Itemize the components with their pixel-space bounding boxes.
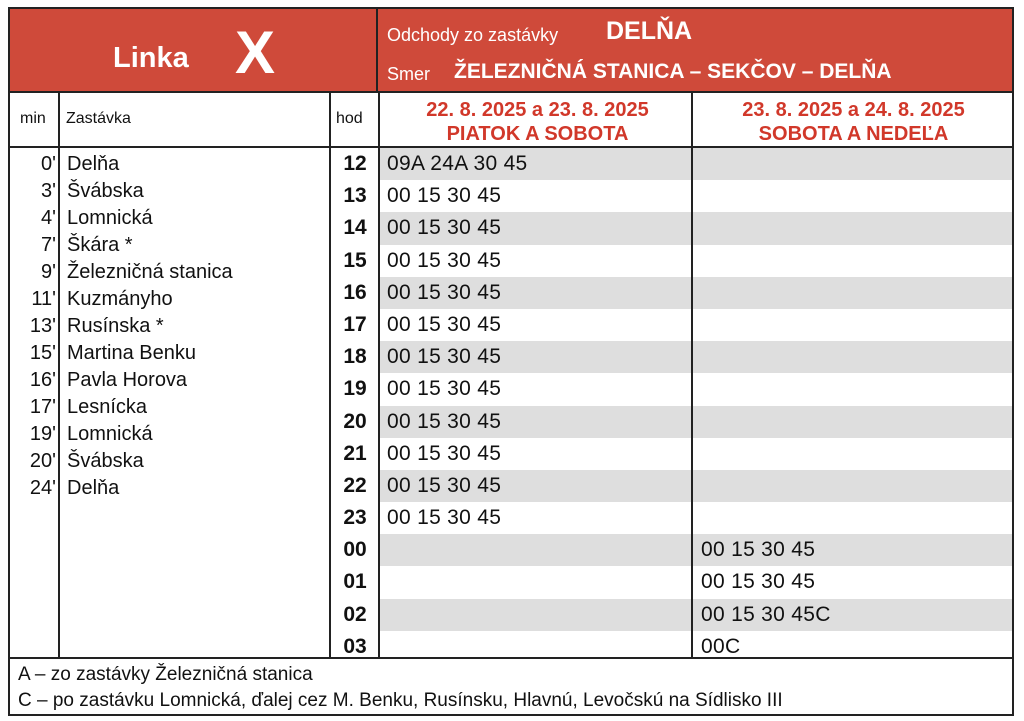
departures-right-cell: 00 15 30 45C [701,602,831,626]
departure-row [329,373,1012,405]
period-right-dates: 23. 8. 2025 a 24. 8. 2025 [742,99,965,121]
row-shading [693,180,1012,212]
departure-row [329,148,1012,180]
stop-name-item: Škára * [67,234,133,256]
min-column-header: min [20,110,46,127]
departures-left-cell: 00 15 30 45 [387,216,502,240]
departure-row [329,180,1012,212]
row-shading [380,599,691,631]
departure-row [329,502,1012,534]
row-shading [380,566,691,598]
row-shading [693,341,1012,373]
departures-left-cell: 09A 24A 30 45 [387,152,528,175]
line-badge [10,9,378,91]
hour-cell: 12 [343,152,367,175]
hour-cell: 18 [343,345,367,369]
period-left-dates: 22. 8. 2025 a 23. 8. 2025 [426,99,649,121]
hour-cell: 19 [343,377,367,401]
departures-left-cell: 00 15 30 45 [387,473,502,497]
departure-row [329,309,1012,341]
header-banner [10,9,1012,93]
stop-minute: 11' [31,288,56,310]
row-shading [693,148,1012,180]
row-shading [693,502,1012,534]
hour-cell: 03 [343,634,367,658]
stop-minute: 19' [29,423,56,445]
hour-cell: 13 [343,184,367,208]
stop-name-item: Lomnická [67,423,153,445]
hour-cell: 17 [343,312,367,336]
departures-grid [329,148,1012,663]
departure-row [329,599,1012,631]
stop-name-item: Lesnícka [67,396,148,418]
stop-minute: 7' [41,234,56,256]
stop-minute: 9' [41,261,56,283]
departures-left-cell: 00 15 30 45 [387,312,502,336]
stop-minute: 17' [29,396,56,418]
departure-row [329,212,1012,244]
period-left-header [382,98,693,146]
hour-column-header: hod [336,110,363,127]
row-shading [693,406,1012,438]
departure-row [329,277,1012,309]
hour-cell: 21 [343,441,367,465]
row-shading [693,277,1012,309]
stop-minute: 3' [41,180,56,202]
column-headers [10,93,1012,148]
hour-cell: 20 [343,409,367,433]
stop-name-item: Delňa [67,153,120,175]
period-left-days: PIATOK A SOBOTA [446,123,629,145]
stop-minute: 16' [29,369,56,391]
departures-left-cell: 00 15 30 45 [387,441,502,465]
row-shading [693,373,1012,405]
stop-name-item: Švábska [67,180,144,202]
footnotes [10,657,1012,714]
stop-name-item: Delňa [67,477,120,499]
departure-row [329,406,1012,438]
stop-minute: 24' [29,477,56,499]
minutes-list [10,151,56,502]
stop-minute: 13' [29,315,56,337]
departures-right-cell: 00C [701,634,741,658]
line-label: Linka [113,42,189,74]
period-right-days: SOBOTA A NEDEĽA [758,123,949,145]
stop-column-header: Zastávka [66,110,131,127]
stop-name-item: Lomnická [67,207,153,229]
hour-cell: 02 [343,602,367,626]
departures-right-cell: 00 15 30 45 [701,538,816,562]
timetable [8,7,1014,716]
departure-row [329,341,1012,373]
stop-minute: 4' [41,207,56,229]
stop-minute: 20' [29,450,56,472]
hour-cell: 16 [343,280,367,304]
row-shading [693,438,1012,470]
hour-cell: 00 [343,538,367,562]
hour-cell: 22 [343,473,367,497]
departures-right-cell: 00 15 30 45 [701,570,816,594]
row-shading [693,212,1012,244]
departure-row [329,566,1012,598]
line-number: X [235,19,276,86]
divider [58,93,60,657]
period-right-header [695,98,1012,146]
stop-name-item: Martina Benku [67,342,196,364]
departures-left-cell: 00 15 30 45 [387,377,502,401]
footnote-a: A – zo zastávky Železničná stanica [18,664,313,685]
hour-cell: 01 [343,570,367,594]
hour-cell: 23 [343,506,367,530]
stop-minute: 0' [41,153,56,175]
departures-left-cell: 00 15 30 45 [387,248,502,272]
stop-name: DELŇA [606,17,693,45]
stop-name-item: Švábska [67,450,144,472]
departures-label: Odchody zo zastávky [387,25,559,45]
stop-name-item: Železničná stanica [67,261,233,283]
row-shading [380,534,691,566]
departure-row [329,470,1012,502]
stop-name-item: Rusínska * [67,315,164,337]
departures-left-cell: 00 15 30 45 [387,506,502,530]
hour-cell: 14 [343,216,367,240]
stop-minute: 15' [29,342,56,364]
row-shading [693,470,1012,502]
route-name: ŽELEZNIČNÁ STANICA – SEKČOV – DELŇA [454,60,892,83]
departures-left-cell: 00 15 30 45 [387,345,502,369]
departures-left-cell: 00 15 30 45 [387,184,502,208]
row-shading [693,245,1012,277]
stop-name-item: Pavla Horova [67,369,188,391]
stop-name-item: Kuzmányho [67,288,173,310]
hour-cell: 15 [343,248,367,272]
departure-row [329,245,1012,277]
row-shading [693,309,1012,341]
departure-row [329,438,1012,470]
stops-list [67,151,327,502]
departures-left-cell: 00 15 30 45 [387,409,502,433]
departure-row [329,534,1012,566]
departures-left-cell: 00 15 30 45 [387,280,502,304]
direction-label: Smer [387,64,431,84]
footnote-c: C – po zastávku Lomnická, ďalej cez M. Benku, Rusínsku, Hlavnú, Levočskú na Sídlisko III [18,690,783,711]
